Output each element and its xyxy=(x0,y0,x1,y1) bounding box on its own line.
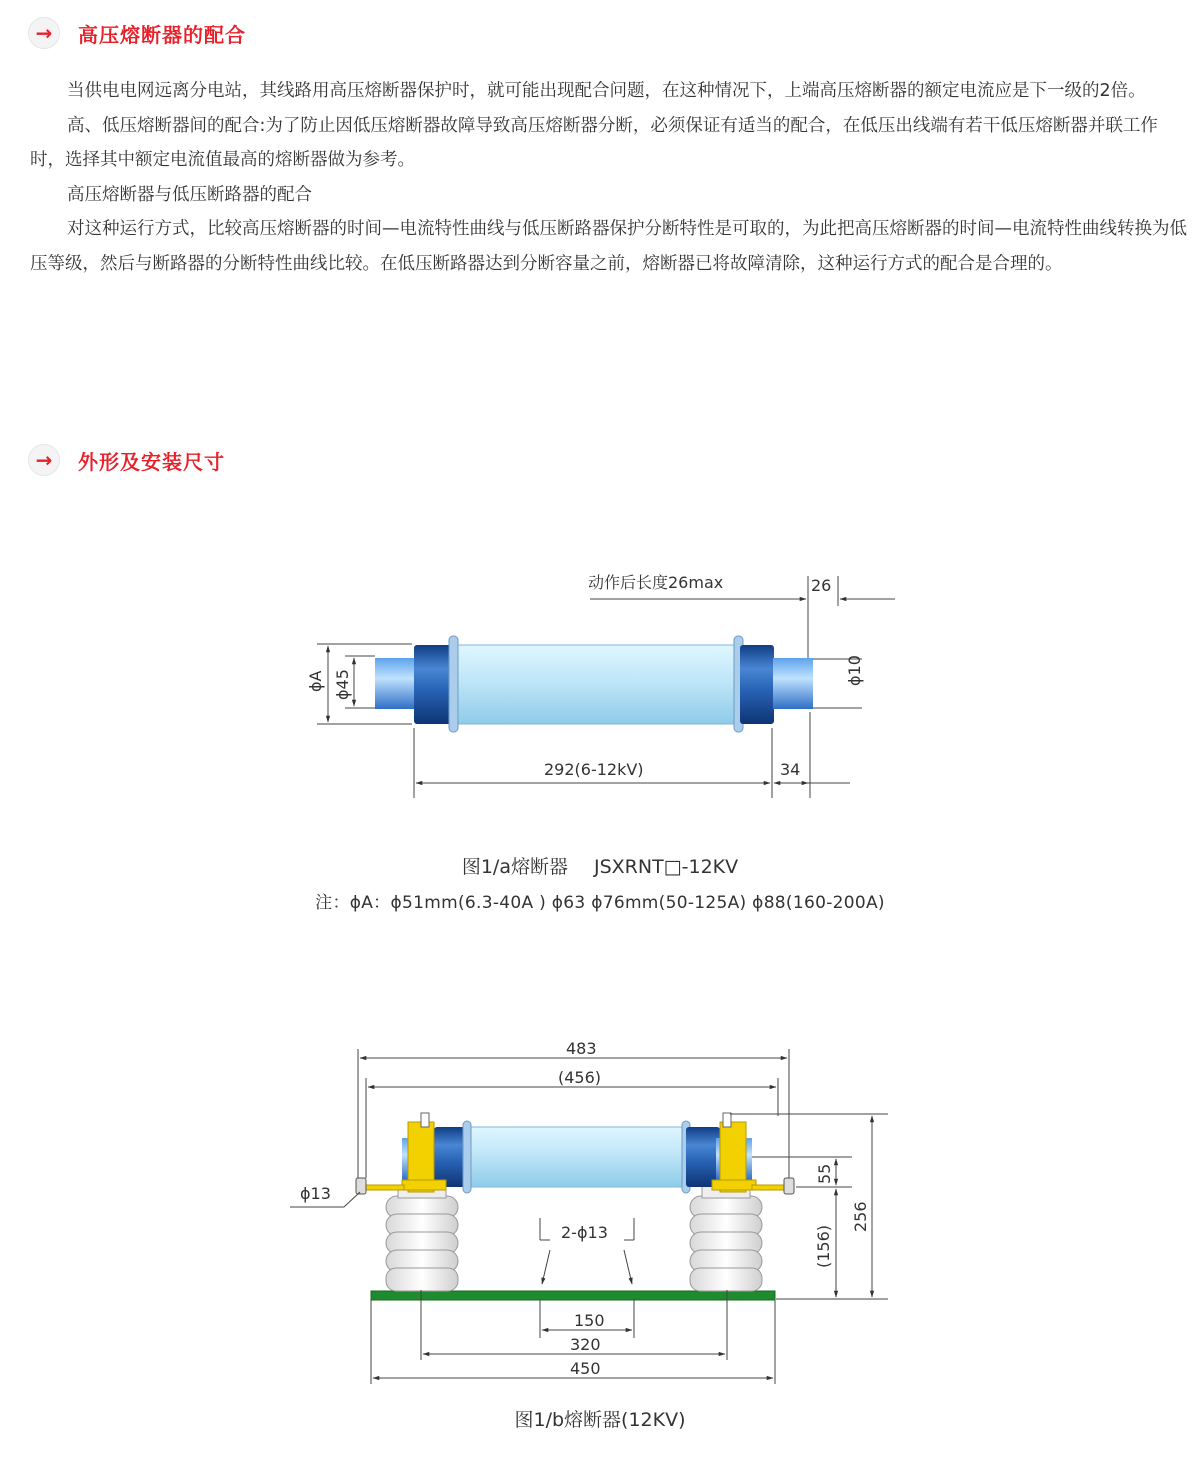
section-title: 外形及安装尺寸 xyxy=(78,449,225,474)
figure-a-caption-label: 图1/a熔断器 xyxy=(461,856,568,878)
paragraph: 高、低压熔断器间的配合:为了防止因低压熔断器故障导致高压熔断器分断，必须保证有适当的配合，在低压出线端有若干低压熔断器并联工作时，选择其中额定电流值最高的熔断器做为参考。 xyxy=(30,115,1158,170)
dim-483: 483 xyxy=(566,1039,597,1058)
insulator-left xyxy=(386,1186,458,1291)
arrow-right-icon: → xyxy=(28,17,60,49)
dim-phi-45: ϕ45 xyxy=(333,669,352,700)
dim-34: 34 xyxy=(780,760,801,779)
dim-150: 150 xyxy=(574,1311,605,1330)
dim-55: 55 xyxy=(815,1163,834,1184)
figure-a-caption xyxy=(0,852,1200,879)
fuse-figure-b-labels xyxy=(300,1039,870,1378)
dim-phi-a: ϕA xyxy=(306,670,325,692)
dim-456: (456) xyxy=(558,1068,602,1087)
figure-b-caption: 图1/b熔断器(12KV) xyxy=(514,1409,686,1431)
fuse-figure-b xyxy=(290,1049,888,1384)
dim-phi-10: ϕ10 xyxy=(845,655,864,686)
dim-256: 256 xyxy=(851,1201,870,1232)
paragraph: 高压熔断器与低压断路器的配合 xyxy=(67,184,312,205)
dim-holes: 2-ϕ13 xyxy=(561,1223,608,1242)
dim-450: 450 xyxy=(570,1359,601,1378)
figure-a-note: 注：ϕA：ϕ51mm(6.3-40A ) ϕ63 ϕ76mm(50-125A) ϕ88(160-200A) xyxy=(315,893,885,913)
dim-phi-13: ϕ13 xyxy=(300,1184,331,1203)
paragraph: 对这种运行方式，比较高压熔断器的时间—电流特性曲线与低压断路器保护分断特性是可取的，为此把高压熔断器的时间—电流特性曲线转换为低压等级，然后与断路器的分断特性曲线比较。在低压断路器达到分断容量之前，熔断器已将故障清除，这种运行方式的配合是合理的。 xyxy=(30,219,1187,274)
dim-after-action: 动作后长度26max xyxy=(588,573,724,592)
insulator-right xyxy=(690,1186,762,1291)
dim-156: (156) xyxy=(814,1224,833,1268)
section-title: 高压熔断器的配合 xyxy=(78,22,246,47)
dim-320: 320 xyxy=(570,1335,601,1354)
figure-a-caption-model: JSXRNT□-12KV xyxy=(593,856,739,878)
paragraph: 当供电电网远离分电站，其线路用高压熔断器保护时，就可能出现配合问题，在这种情况下，上端高压熔断器的额定电流应是下一级的2倍。 xyxy=(67,81,1146,101)
dim-292: 292(6-12kV) xyxy=(544,760,644,779)
dim-26: 26 xyxy=(811,576,832,595)
arrow-right-icon: → xyxy=(28,444,60,476)
